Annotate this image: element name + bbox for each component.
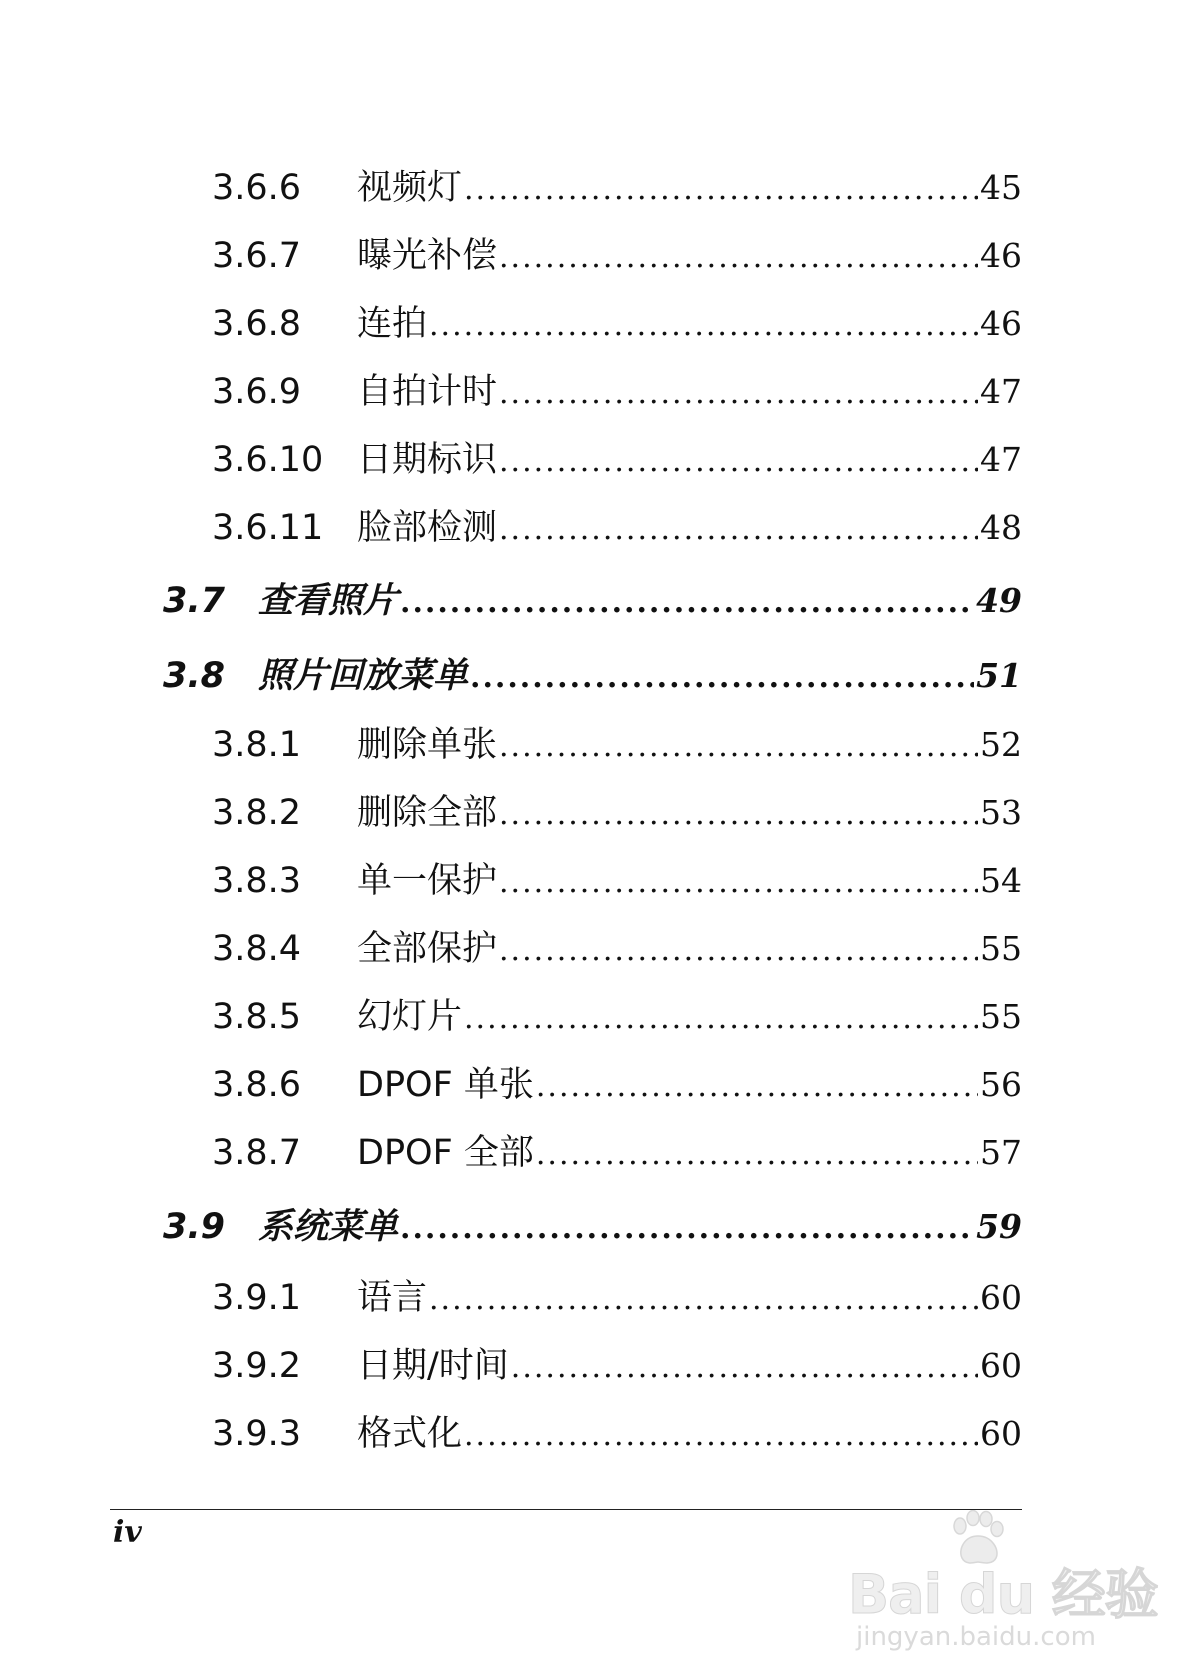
toc-entry-page: 54 (980, 861, 1022, 900)
toc-entry-number: 3.6.6 (212, 168, 302, 208)
toc-section-title: 查看照片 (258, 581, 399, 621)
toc-entry (212, 1125, 1022, 1175)
toc-entry (212, 1406, 1022, 1456)
toc-entry (212, 717, 1022, 767)
toc-entry-number: 3.6.9 (212, 372, 302, 412)
toc-entry-number: 3.8.6 (212, 1065, 302, 1105)
toc-entry-number: 3.6.10 (212, 440, 324, 480)
toc-entry (212, 921, 1022, 971)
toc-leader-dots (499, 376, 978, 411)
toc-entry-number: 3.8.1 (212, 725, 302, 765)
toc-leader-dots (464, 1001, 978, 1036)
toc-section-title: 照片回放菜单 (258, 656, 469, 696)
toc-entry-page: 55 (980, 997, 1022, 1036)
toc-entry-page: 57 (980, 1133, 1022, 1172)
toc-entry-number: 3.6.11 (212, 508, 324, 548)
toc-leader-dots (499, 729, 978, 764)
toc-entry-page: 52 (980, 725, 1022, 764)
toc-entry-page: 47 (980, 372, 1022, 411)
toc-entry-title: 单一保护 (357, 861, 498, 901)
toc-entry-title: 视频灯 (357, 168, 463, 208)
toc-entry-title: 日期/时间 (357, 1346, 509, 1386)
toc-leader-dots (499, 933, 978, 968)
toc-section-entry (163, 1199, 1022, 1249)
toc-entry-title: 连拍 (357, 304, 428, 344)
toc-entry-title: DPOF 全部 (357, 1133, 534, 1173)
toc-entry-title: 删除单张 (357, 725, 498, 765)
toc-leader-dots (464, 1418, 978, 1453)
toc-section-entry (163, 648, 1022, 698)
baidu-jingyan-watermark (848, 1510, 1158, 1660)
toc-section-title: 系统菜单 (258, 1207, 399, 1247)
toc-leader-dots (429, 308, 978, 343)
watermark-logo-text: Bai du 经验 (848, 1563, 1158, 1626)
toc-entry-title: 曝光补偿 (357, 236, 498, 276)
toc-section-entry (163, 573, 1022, 623)
toc-entry-page: 45 (980, 168, 1022, 207)
footer-page-number: iv (113, 1515, 142, 1550)
toc-entry-title: 幻灯片 (357, 997, 463, 1037)
toc-entry-title: 语言 (357, 1278, 428, 1318)
toc-entry-page: 47 (980, 440, 1022, 479)
toc-leader-dots (536, 1069, 978, 1104)
toc-leader-dots (464, 172, 978, 207)
toc-entry-page: 46 (980, 304, 1022, 343)
toc-leader-dots (536, 1137, 978, 1172)
watermark-url: jingyan.baidu.com (856, 1622, 1096, 1652)
toc-entry-number: 3.9.1 (212, 1278, 302, 1318)
toc-entry (212, 989, 1022, 1039)
toc-entry-title: 脸部检测 (357, 508, 498, 548)
toc-section-number: 3.7 (163, 581, 226, 621)
toc-entry-page: 53 (980, 793, 1022, 832)
toc-leader-dots (470, 660, 974, 695)
toc-entry (212, 785, 1022, 835)
toc-section-number: 3.9 (163, 1207, 226, 1247)
toc-leader-dots (499, 797, 978, 832)
toc-entry-page: 60 (980, 1346, 1022, 1385)
toc-leader-dots (429, 1282, 978, 1317)
toc-entry-title: 日期标识 (357, 440, 498, 480)
toc-entry-title: DPOF 单张 (357, 1065, 534, 1105)
toc-section-page: 49 (976, 581, 1022, 620)
toc-entry-page: 46 (980, 236, 1022, 275)
toc-entry (212, 500, 1022, 550)
toc-leader-dots (400, 585, 974, 620)
toc-entry (212, 228, 1022, 278)
toc-entry-title: 自拍计时 (357, 372, 498, 412)
toc-entry-page: 56 (980, 1065, 1022, 1104)
toc-section-page: 51 (976, 656, 1022, 695)
toc-entry-number: 3.6.8 (212, 304, 302, 344)
toc-entry-number: 3.8.7 (212, 1133, 302, 1173)
toc-entry-number: 3.8.4 (212, 929, 302, 969)
toc-entry (212, 1270, 1022, 1320)
toc-entry-title: 全部保护 (357, 929, 498, 969)
toc-leader-dots (499, 512, 978, 547)
toc-entry-number: 3.8.2 (212, 793, 302, 833)
toc-entry (212, 296, 1022, 346)
toc-entry (212, 1057, 1022, 1107)
toc-entry-page: 55 (980, 929, 1022, 968)
toc-leader-dots (511, 1350, 978, 1385)
toc-entry (212, 364, 1022, 414)
toc-leader-dots (499, 444, 978, 479)
toc-entry-number: 3.6.7 (212, 236, 302, 276)
toc-entry-number: 3.9.3 (212, 1414, 302, 1454)
toc-section-number: 3.8 (163, 656, 226, 696)
toc-entry-title: 删除全部 (357, 793, 498, 833)
toc-entry (212, 160, 1022, 210)
toc-entry-number: 3.8.3 (212, 861, 302, 901)
toc-entry-page: 60 (980, 1278, 1022, 1317)
toc-entry (212, 432, 1022, 482)
toc-leader-dots (499, 865, 978, 900)
toc-section-page: 59 (976, 1207, 1022, 1246)
toc-leader-dots (499, 240, 978, 275)
toc-entry (212, 1338, 1022, 1388)
toc-entry-number: 3.8.5 (212, 997, 302, 1037)
toc-entry-page: 48 (980, 508, 1022, 547)
toc-entry-title: 格式化 (357, 1414, 463, 1454)
toc-leader-dots (400, 1211, 974, 1246)
toc-entry (212, 853, 1022, 903)
toc-entry-number: 3.9.2 (212, 1346, 302, 1386)
toc-entry-page: 60 (980, 1414, 1022, 1453)
